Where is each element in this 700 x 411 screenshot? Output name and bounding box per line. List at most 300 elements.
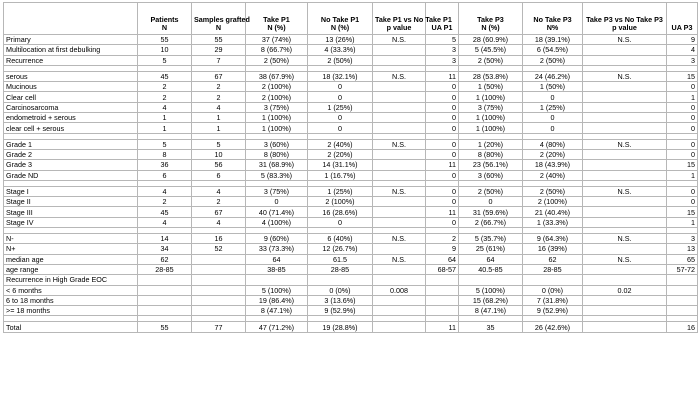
table-cell: 0	[667, 197, 698, 207]
column-title: UA P1	[431, 23, 453, 33]
table-cell	[373, 82, 426, 92]
table-cell: 5	[192, 139, 246, 149]
row-label: Carcinosarcoma	[4, 102, 138, 112]
table-cell	[246, 275, 308, 285]
table-cell	[373, 197, 426, 207]
table-cell: 0	[426, 113, 459, 123]
table-cell: 19 (86.4%)	[246, 295, 308, 305]
table-cell: 1 (50%)	[523, 82, 583, 92]
table-cell	[373, 275, 426, 285]
table-cell: 0	[667, 82, 698, 92]
table-cell: 31 (59.6%)	[459, 207, 523, 217]
column-title: Take P3	[477, 14, 504, 24]
row-label: median age	[4, 254, 138, 264]
table-cell: N.S.	[583, 71, 667, 81]
table-cell: 64	[426, 254, 459, 264]
table-cell	[373, 322, 426, 332]
table-cell	[373, 244, 426, 254]
table-cell: 2 (66.7%)	[459, 217, 523, 227]
table-cell: N.S.	[373, 71, 426, 81]
table-cell: 13	[667, 244, 698, 254]
table-cell	[308, 275, 373, 285]
row-label: Grade 2	[4, 149, 138, 159]
table-cell: 1	[138, 123, 192, 133]
table-cell: 11	[426, 160, 459, 170]
table-cell	[373, 207, 426, 217]
table-cell: 1 (25%)	[308, 186, 373, 196]
table-cell: 16	[667, 322, 698, 332]
table-cell: 13 (26%)	[308, 35, 373, 45]
table-cell	[583, 160, 667, 170]
table-cell: 0	[308, 217, 373, 227]
table-row	[4, 264, 698, 274]
table-cell	[192, 285, 246, 295]
table-cell	[138, 295, 192, 305]
column-header-no-take-p1	[308, 3, 373, 35]
table-cell: N.S.	[583, 35, 667, 45]
table-cell: 2	[192, 197, 246, 207]
table-row	[4, 207, 698, 217]
table-cell: 0	[308, 82, 373, 92]
row-label: >= 18 months	[4, 306, 138, 316]
table-cell: 1 (20%)	[459, 139, 523, 149]
table-cell: 18 (39.1%)	[523, 35, 583, 45]
table-cell: 15 (68.2%)	[459, 295, 523, 305]
table-cell: 0	[426, 217, 459, 227]
table-cell: 0	[426, 170, 459, 180]
table-cell	[373, 123, 426, 133]
table-cell: 40 (71.4%)	[246, 207, 308, 217]
table-cell: 33 (73.3%)	[246, 244, 308, 254]
table-cell: 0	[667, 123, 698, 133]
column-header-samples-grafted	[192, 3, 250, 35]
table-cell	[583, 207, 667, 217]
table-cell	[583, 123, 667, 133]
table-cell: 6	[192, 170, 246, 180]
column-header-take-p3	[459, 3, 523, 35]
table-cell: 15	[667, 71, 698, 81]
table-cell	[667, 285, 698, 295]
table-cell	[373, 295, 426, 305]
row-label: N-	[4, 234, 138, 244]
table-cell: 16 (28.6%)	[308, 207, 373, 217]
table-cell	[192, 295, 246, 305]
table-cell	[583, 275, 667, 285]
table-cell: 0	[308, 113, 373, 123]
table-cell: 35	[459, 322, 523, 332]
table-cell: 2	[192, 82, 246, 92]
table-row	[4, 322, 698, 332]
table-row	[4, 45, 698, 55]
table-cell	[583, 322, 667, 332]
table-body	[4, 35, 698, 333]
table-cell: 3	[667, 55, 698, 65]
table-cell: N.S.	[583, 254, 667, 264]
table-cell	[583, 92, 667, 102]
table-cell	[667, 295, 698, 305]
table-cell: 55	[138, 35, 192, 45]
table-cell: 21 (40.4%)	[523, 207, 583, 217]
row-label: Grade 1	[4, 139, 138, 149]
table-cell: 5	[426, 35, 459, 45]
table-cell	[583, 102, 667, 112]
table-row	[4, 35, 698, 45]
table-cell: 3 (75%)	[246, 186, 308, 196]
row-label: Recurrence	[4, 55, 138, 65]
table-cell: 8 (47.1%)	[246, 306, 308, 316]
table-cell: 11	[426, 71, 459, 81]
table-cell	[373, 102, 426, 112]
table-cell: 3 (75%)	[459, 102, 523, 112]
table-cell: 4	[138, 102, 192, 112]
table-cell: 55	[138, 322, 192, 332]
table-cell: 57-72	[667, 264, 698, 274]
table-cell: 2	[192, 92, 246, 102]
column-header-take-p1	[246, 3, 308, 35]
table-cell: 0	[667, 102, 698, 112]
row-label: Multilocation at first debulking	[4, 45, 138, 55]
table-row	[4, 123, 698, 133]
table-cell: 4 (100%)	[246, 217, 308, 227]
row-label: Clear cell	[4, 92, 138, 102]
table-cell: 31 (68.9%)	[246, 160, 308, 170]
table-cell: 77	[192, 322, 246, 332]
table-cell: 9 (52.9%)	[308, 306, 373, 316]
table-cell: 11	[426, 207, 459, 217]
column-title: No Take P3	[533, 14, 572, 24]
row-label: Mucinous	[4, 82, 138, 92]
table-cell: 0	[426, 82, 459, 92]
table-cell: 5	[138, 55, 192, 65]
table-cell: 1 (25%)	[308, 102, 373, 112]
table-cell: 0 (0%)	[523, 285, 583, 295]
table-cell: N.S.	[373, 139, 426, 149]
table-cell	[192, 254, 246, 264]
row-label: age range	[4, 264, 138, 274]
table-cell: N.S.	[373, 234, 426, 244]
table-cell: 2 (50%)	[246, 55, 308, 65]
table-row	[4, 170, 698, 180]
table-cell	[138, 306, 192, 316]
table-row	[4, 295, 698, 305]
table-cell: 56	[192, 160, 246, 170]
column-unit: N (%)	[267, 23, 286, 33]
column-unit: p value	[612, 23, 637, 33]
column-header-patients	[138, 3, 192, 35]
table-cell: 3	[667, 234, 698, 244]
table-cell: 0.02	[583, 285, 667, 295]
table-cell	[373, 306, 426, 316]
table-cell: N.S.	[583, 234, 667, 244]
table-cell: 6 (40%)	[308, 234, 373, 244]
table-cell: 1 (25%)	[523, 102, 583, 112]
table-cell: 47 (71.2%)	[246, 322, 308, 332]
table-cell	[192, 275, 246, 285]
row-label: serous	[4, 71, 138, 81]
table-cell	[373, 170, 426, 180]
table-cell: 9 (64.3%)	[523, 234, 583, 244]
table-cell: 3 (60%)	[246, 139, 308, 149]
table-cell: 1	[192, 123, 246, 133]
table-cell: 1 (50%)	[459, 82, 523, 92]
table-cell	[426, 306, 459, 316]
table-cell: 10	[192, 149, 246, 159]
table-cell	[426, 275, 459, 285]
table-cell: 5 (45.5%)	[459, 45, 523, 55]
table-cell: 7 (31.8%)	[523, 295, 583, 305]
table-cell: 9	[426, 244, 459, 254]
table-row	[4, 186, 698, 196]
row-label: Stage II	[4, 197, 138, 207]
table-cell: 4	[667, 45, 698, 55]
table-cell	[583, 295, 667, 305]
table-cell: 3 (75%)	[246, 102, 308, 112]
table-cell: 5 (83.3%)	[246, 170, 308, 180]
table-cell: 1	[667, 170, 698, 180]
table-cell	[583, 264, 667, 274]
table-cell: 8	[138, 149, 192, 159]
table-cell: 2 (20%)	[308, 149, 373, 159]
table-cell: 38 (67.9%)	[246, 71, 308, 81]
table-cell	[426, 295, 459, 305]
table-cell	[583, 82, 667, 92]
table-cell	[373, 92, 426, 102]
table-row	[4, 92, 698, 102]
table-cell: 0	[667, 149, 698, 159]
table-row	[4, 197, 698, 207]
row-label: Stage III	[4, 207, 138, 217]
column-title: Take P1 vs No Take P1	[375, 14, 452, 24]
table-cell: 9	[667, 35, 698, 45]
table-cell: 1 (100%)	[246, 113, 308, 123]
table-cell: N.S.	[373, 35, 426, 45]
table-cell: 1	[667, 217, 698, 227]
table-cell: 0	[667, 139, 698, 149]
table-cell	[373, 149, 426, 159]
row-label: Grade ND	[4, 170, 138, 180]
table-cell: 68-57	[426, 264, 459, 274]
column-title: No Take P1	[320, 14, 360, 24]
table-cell	[426, 285, 459, 295]
column-header-no-take-p3	[523, 3, 583, 35]
table-cell: 2	[138, 92, 192, 102]
table-cell: 2 (100%)	[308, 197, 373, 207]
table-cell	[583, 306, 667, 316]
column-title: Samples grafted	[194, 14, 250, 24]
table-row	[4, 55, 698, 65]
table-cell: 2 (100%)	[246, 82, 308, 92]
row-label: clear cell + serous	[4, 123, 138, 133]
table-cell: 28-85	[138, 264, 192, 274]
table-cell: 67	[192, 71, 246, 81]
table-cell: 26 (42.6%)	[523, 322, 583, 332]
table-cell: 55	[192, 35, 246, 45]
table-cell: 6	[138, 170, 192, 180]
table-cell: 0 (0%)	[308, 285, 373, 295]
table-cell	[373, 160, 426, 170]
column-unit: N	[161, 23, 168, 33]
table-cell	[138, 275, 192, 285]
table-row	[4, 217, 698, 227]
table-cell	[583, 170, 667, 180]
table-cell: 24 (46.2%)	[523, 71, 583, 81]
table-cell: 8 (47.1%)	[459, 306, 523, 316]
table-cell: 3 (60%)	[459, 170, 523, 180]
table-row	[4, 234, 698, 244]
table-cell: 15	[667, 207, 698, 217]
table-cell: 15	[667, 160, 698, 170]
column-header-p3-p-value	[583, 3, 667, 35]
table-cell: 19 (28.8%)	[308, 322, 373, 332]
table-cell: 23 (56.1%)	[459, 160, 523, 170]
column-unit: p value	[386, 23, 412, 33]
table-cell: N.S.	[373, 254, 426, 264]
row-label: Stage IV	[4, 217, 138, 227]
table-cell: 4 (80%)	[523, 139, 583, 149]
table-cell: 1 (100%)	[246, 123, 308, 133]
table-cell: 40.5-85	[459, 264, 523, 274]
table-cell: 1 (16.7%)	[308, 170, 373, 180]
column-unit: N%	[546, 23, 559, 33]
table-cell: 2 (20%)	[523, 149, 583, 159]
column-unit: N (%)	[330, 23, 350, 33]
table-cell	[373, 217, 426, 227]
table-row	[4, 71, 698, 81]
table-cell	[373, 55, 426, 65]
table-cell: 0	[308, 123, 373, 133]
table-cell: 14	[138, 234, 192, 244]
table-cell: 16 (39%)	[523, 244, 583, 254]
table-cell: 1	[667, 92, 698, 102]
table-cell: 10	[138, 45, 192, 55]
table-cell: 2	[426, 234, 459, 244]
row-label: 6 to 18 months	[4, 295, 138, 305]
table-cell: 36	[138, 160, 192, 170]
table-cell: 5 (100%)	[246, 285, 308, 295]
table-cell: 16	[192, 234, 246, 244]
table-cell: 0	[523, 113, 583, 123]
table-cell: 2 (50%)	[308, 55, 373, 65]
table-cell: 0	[308, 92, 373, 102]
table-row	[4, 254, 698, 264]
column-title: Take P3 vs No Take P3	[586, 14, 663, 24]
table-cell: 28-85	[308, 264, 373, 274]
table-cell: 28-85	[523, 264, 583, 274]
table-cell: 61.5	[308, 254, 373, 264]
table-cell: 62	[138, 254, 192, 264]
table-cell: N.S.	[583, 186, 667, 196]
row-label: endometroid + serous	[4, 113, 138, 123]
table-cell: 1 (100%)	[459, 123, 523, 133]
table-row	[4, 82, 698, 92]
table-cell: 0	[426, 197, 459, 207]
row-label: < 6 months	[4, 285, 138, 295]
table-cell: 65	[667, 254, 698, 264]
table-cell: 12 (26.7%)	[308, 244, 373, 254]
table-cell: 0	[426, 186, 459, 196]
table-cell: 4	[138, 217, 192, 227]
table-cell: 5 (100%)	[459, 285, 523, 295]
table-cell: 1 (100%)	[459, 92, 523, 102]
table-cell: 0	[426, 149, 459, 159]
table-cell: 2 (50%)	[459, 186, 523, 196]
table-cell: 0	[246, 197, 308, 207]
table-cell	[667, 275, 698, 285]
table-cell: 38-85	[246, 264, 308, 274]
table-cell: 1	[138, 113, 192, 123]
table-cell: 4	[138, 186, 192, 196]
results-table	[3, 2, 698, 333]
table-row	[4, 102, 698, 112]
table-row	[4, 244, 698, 254]
table-row	[4, 160, 698, 170]
table-cell: 3 (13.6%)	[308, 295, 373, 305]
table-cell: 2 (50%)	[459, 55, 523, 65]
table-cell: 64	[459, 254, 523, 264]
table-cell: 2 (100%)	[523, 197, 583, 207]
table-cell: 7	[192, 55, 246, 65]
table-cell: 67	[192, 207, 246, 217]
table-cell: 18 (32.1%)	[308, 71, 373, 81]
table-cell: 8 (80%)	[246, 149, 308, 159]
column-unit: N	[215, 23, 222, 33]
table-cell: 2 (50%)	[523, 55, 583, 65]
table-cell: 4 (33.3%)	[308, 45, 373, 55]
table-cell: 28 (60.9%)	[459, 35, 523, 45]
table-cell: 0	[667, 113, 698, 123]
table-cell: 1 (100%)	[459, 113, 523, 123]
table-cell	[583, 244, 667, 254]
row-label: Grade 3	[4, 160, 138, 170]
table-cell: 1	[192, 113, 246, 123]
table-cell: 2 (40%)	[523, 170, 583, 180]
table-cell: 28 (53.8%)	[459, 71, 523, 81]
table-cell	[583, 149, 667, 159]
table-cell	[373, 45, 426, 55]
table-cell: N.S.	[373, 186, 426, 196]
table-cell: 62	[523, 254, 583, 264]
table-cell: 45	[138, 71, 192, 81]
column-title: UA P3	[671, 23, 693, 33]
table-cell: 9 (52.9%)	[523, 306, 583, 316]
table-cell: 14 (31.1%)	[308, 160, 373, 170]
table-cell: 6 (54.5%)	[523, 45, 583, 55]
table-cell: 2 (40%)	[308, 139, 373, 149]
table-cell	[583, 113, 667, 123]
column-unit: N (%)	[481, 23, 500, 33]
table-cell: 37 (74%)	[246, 35, 308, 45]
column-title: Patients	[150, 14, 179, 24]
column-title: Take P1	[263, 14, 290, 24]
table-row	[4, 139, 698, 149]
table-cell: 0	[426, 139, 459, 149]
table-cell: 4	[192, 186, 246, 196]
table-cell: 5 (35.7%)	[459, 234, 523, 244]
row-label: Primary	[4, 35, 138, 45]
table-cell: 2 (50%)	[523, 186, 583, 196]
table-cell: 9 (60%)	[246, 234, 308, 244]
table-cell: 2 (100%)	[246, 92, 308, 102]
table-cell	[583, 197, 667, 207]
table-cell: 45	[138, 207, 192, 217]
table-cell	[138, 285, 192, 295]
column-header-category	[4, 3, 138, 35]
table-cell: 8 (80%)	[459, 149, 523, 159]
table-cell: 5	[138, 139, 192, 149]
row-label: Total	[4, 322, 138, 332]
row-label: N+	[4, 244, 138, 254]
table-cell	[192, 264, 246, 274]
